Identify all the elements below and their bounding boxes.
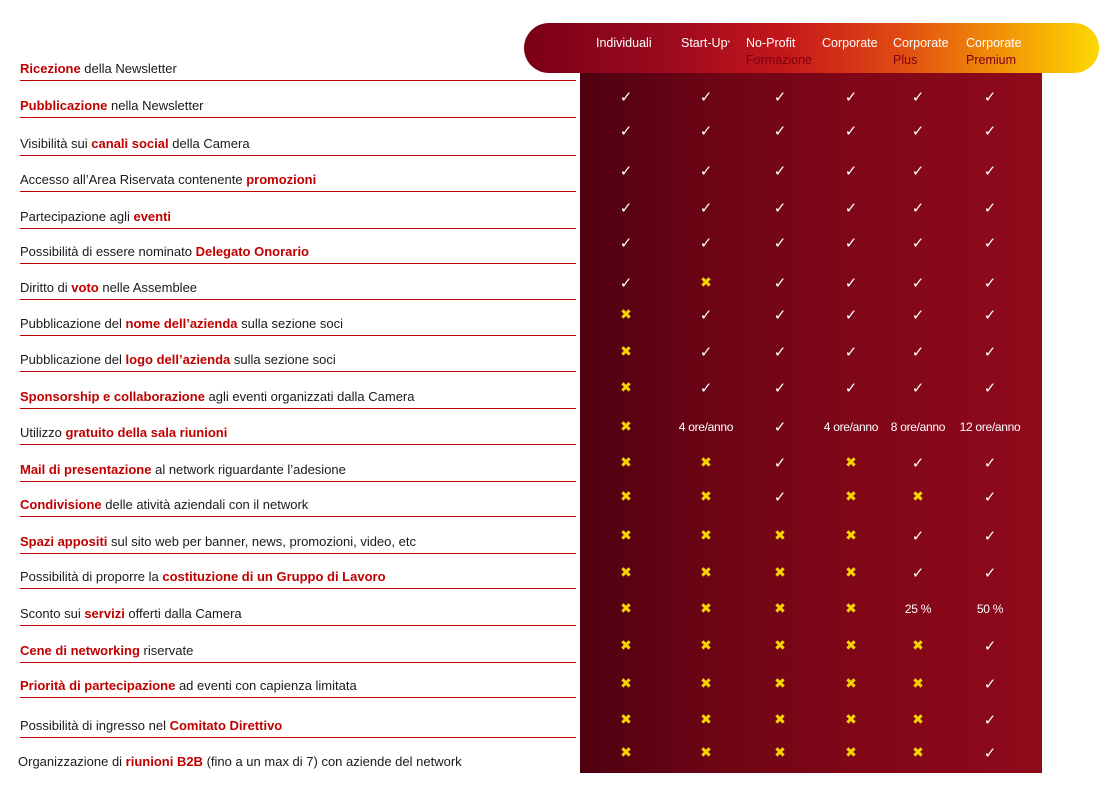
- check-icon: ✓: [911, 199, 925, 217]
- feature-row: [20, 229, 576, 264]
- check-icon: ✓: [699, 306, 713, 324]
- cross-icon: ✖: [700, 489, 712, 505]
- feature-label: [20, 425, 227, 440]
- check-icon: ✓: [619, 88, 633, 106]
- feature-label: [20, 718, 282, 733]
- check-icon: ✓: [773, 454, 787, 472]
- feature-highlight: voto: [71, 280, 99, 295]
- check-icon: ✓: [844, 122, 858, 140]
- feature-label-post: nella Newsletter: [107, 98, 204, 113]
- check-icon: ✓: [844, 162, 858, 180]
- feature-highlight: gratuito della sala riunioni: [65, 425, 228, 440]
- cross-icon: ✖: [774, 676, 786, 692]
- feature-label-pre: Sconto sui: [20, 606, 85, 621]
- check-icon: ✓: [773, 234, 787, 252]
- check-icon: ✓: [983, 527, 997, 545]
- feature-label: [20, 389, 414, 404]
- check-icon: ✓: [844, 306, 858, 324]
- feature-row: [20, 554, 576, 589]
- feature-highlight: promozioni: [246, 172, 317, 187]
- plan-name: Start-Up: [681, 36, 728, 50]
- plan-note-mark: *: [727, 40, 731, 47]
- cell-value: 8 ore/anno: [890, 420, 946, 434]
- feature-label: [20, 678, 357, 693]
- feature-highlight: costituzione di un Gruppo di Lavoro: [162, 569, 386, 584]
- check-icon: ✓: [983, 343, 997, 361]
- cross-icon: ✖: [845, 489, 857, 505]
- feature-label: [20, 462, 346, 477]
- plan-subname: Premium: [966, 53, 1017, 67]
- plan-header-3: [822, 35, 878, 52]
- feature-row: [20, 517, 576, 554]
- feature-label-pre: Visibilità sui: [20, 136, 92, 151]
- feature-row: [20, 626, 576, 663]
- feature-label: [20, 61, 177, 76]
- check-icon: ✓: [844, 199, 858, 217]
- check-icon: ✓: [699, 379, 713, 397]
- feature-highlight: servizi: [84, 606, 125, 621]
- feature-highlight: eventi: [133, 209, 172, 224]
- feature-row: [20, 118, 576, 156]
- cross-icon: ✖: [620, 489, 632, 505]
- cross-icon: ✖: [912, 489, 924, 505]
- check-icon: ✓: [773, 122, 787, 140]
- feature-row: [20, 482, 576, 517]
- cross-icon: ✖: [845, 601, 857, 617]
- feature-row: [20, 663, 576, 698]
- check-icon: ✓: [619, 162, 633, 180]
- cross-icon: ✖: [845, 712, 857, 728]
- feature-label-pre: Partecipazione agli: [20, 209, 134, 224]
- cross-icon: ✖: [774, 565, 786, 581]
- feature-highlight: Cene di networking: [20, 643, 140, 658]
- check-icon: ✓: [773, 343, 787, 361]
- check-icon: ✓: [699, 162, 713, 180]
- check-icon: ✓: [699, 234, 713, 252]
- cross-icon: ✖: [620, 676, 632, 692]
- cross-icon: ✖: [620, 380, 632, 396]
- check-icon: ✓: [983, 234, 997, 252]
- check-icon: ✓: [773, 379, 787, 397]
- feature-highlight: Priorità di partecipazione: [20, 678, 176, 693]
- feature-label: [20, 98, 204, 113]
- cross-icon: ✖: [700, 601, 712, 617]
- check-icon: ✓: [844, 234, 858, 252]
- feature-label-post: (fino a un max di 7) con aziende del network: [202, 754, 462, 769]
- feature-highlight: nome dell’azienda: [125, 316, 238, 331]
- cross-icon: ✖: [912, 676, 924, 692]
- check-icon: ✓: [983, 379, 997, 397]
- cross-icon: ✖: [700, 712, 712, 728]
- check-icon: ✓: [983, 162, 997, 180]
- check-icon: ✓: [699, 199, 713, 217]
- feature-label-post: ad eventi con capienza limitata: [175, 678, 357, 693]
- feature-row: [20, 300, 576, 336]
- plan-header-0: [596, 35, 652, 52]
- cross-icon: ✖: [700, 565, 712, 581]
- feature-label: [18, 754, 462, 769]
- cross-icon: ✖: [620, 455, 632, 471]
- check-icon: ✓: [844, 343, 858, 361]
- cross-icon: ✖: [912, 745, 924, 761]
- check-icon: ✓: [773, 274, 787, 292]
- feature-row: [20, 336, 576, 372]
- cross-icon: ✖: [620, 528, 632, 544]
- feature-label-post: delle atività aziendali con il network: [101, 497, 309, 512]
- cross-icon: ✖: [620, 419, 632, 435]
- feature-label-pre: Pubblicazione del: [20, 316, 126, 331]
- check-icon: ✓: [844, 379, 858, 397]
- cross-icon: ✖: [620, 745, 632, 761]
- cross-icon: ✖: [845, 528, 857, 544]
- check-icon: ✓: [983, 564, 997, 582]
- check-icon: ✓: [983, 274, 997, 292]
- feature-highlight: logo dell’azienda: [125, 352, 231, 367]
- check-icon: ✓: [983, 122, 997, 140]
- feature-highlight: Condivisione: [20, 497, 102, 512]
- feature-label-post: offerti dalla Camera: [124, 606, 242, 621]
- cell-value: 25 %: [904, 602, 932, 616]
- cross-icon: ✖: [700, 676, 712, 692]
- cross-icon: ✖: [774, 638, 786, 654]
- cross-icon: ✖: [912, 712, 924, 728]
- feature-row: [20, 409, 576, 445]
- check-icon: ✓: [911, 274, 925, 292]
- cross-icon: ✖: [912, 638, 924, 654]
- check-icon: ✓: [773, 88, 787, 106]
- feature-highlight: Spazi appositi: [20, 534, 108, 549]
- check-icon: ✓: [911, 527, 925, 545]
- plan-name: Corporate: [966, 36, 1022, 50]
- plan-name: Individuali: [596, 36, 652, 50]
- feature-highlight: Ricezione: [20, 61, 81, 76]
- cross-icon: ✖: [620, 601, 632, 617]
- cross-icon: ✖: [700, 745, 712, 761]
- feature-row: [20, 264, 576, 300]
- feature-label-pre: Accesso all’Area Riservata contenente: [20, 172, 247, 187]
- cell-value: 4 ore/anno: [678, 420, 734, 434]
- check-icon: ✓: [983, 306, 997, 324]
- feature-label: [20, 352, 336, 367]
- check-icon: ✓: [911, 306, 925, 324]
- feature-row: [20, 589, 576, 626]
- check-icon: ✓: [619, 234, 633, 252]
- plan-subname: Plus: [893, 53, 918, 67]
- feature-row: [20, 192, 576, 229]
- cross-icon: ✖: [620, 307, 632, 323]
- feature-highlight: Delegato Onorario: [195, 244, 310, 259]
- feature-label-pre: Possibilità di ingresso nel: [20, 718, 170, 733]
- feature-label: [20, 280, 197, 295]
- feature-label: [20, 172, 316, 187]
- check-icon: ✓: [699, 88, 713, 106]
- feature-label-pre: Organizzazione di: [18, 754, 126, 769]
- feature-highlight: Mail di presentazione: [20, 462, 152, 477]
- feature-label: [20, 606, 242, 621]
- check-icon: ✓: [911, 564, 925, 582]
- check-icon: ✓: [773, 418, 787, 436]
- check-icon: ✓: [911, 88, 925, 106]
- check-icon: ✓: [983, 488, 997, 506]
- feature-label-pre: Possibilità di essere nominato: [20, 244, 196, 259]
- feature-label-post: sulla sezione soci: [237, 316, 344, 331]
- feature-label: [20, 569, 386, 584]
- check-icon: ✓: [983, 199, 997, 217]
- check-icon: ✓: [911, 343, 925, 361]
- feature-label: [20, 136, 250, 151]
- feature-label-post: agli eventi organizzati dalla Camera: [204, 389, 415, 404]
- feature-label: [20, 497, 308, 512]
- feature-label: [20, 209, 171, 224]
- check-icon: ✓: [619, 199, 633, 217]
- cross-icon: ✖: [620, 712, 632, 728]
- check-icon: ✓: [911, 122, 925, 140]
- plan-header-4: [893, 35, 949, 69]
- feature-label-pre: Diritto di: [20, 280, 72, 295]
- cell-value: 50 %: [976, 602, 1004, 616]
- check-icon: ✓: [773, 162, 787, 180]
- feature-label-pre: Pubblicazione del: [20, 352, 126, 367]
- plan-header-2: [746, 35, 812, 69]
- check-icon: ✓: [773, 488, 787, 506]
- cross-icon: ✖: [845, 455, 857, 471]
- feature-row: [20, 372, 576, 409]
- cross-icon: ✖: [700, 275, 712, 291]
- plan-header-1: [681, 35, 730, 52]
- cross-icon: ✖: [774, 528, 786, 544]
- cross-icon: ✖: [774, 601, 786, 617]
- feature-label-pre: Utilizzo: [20, 425, 66, 440]
- cross-icon: ✖: [845, 745, 857, 761]
- plan-name: No-Profit: [746, 36, 796, 50]
- check-icon: ✓: [773, 199, 787, 217]
- feature-row: [20, 445, 576, 482]
- cross-icon: ✖: [620, 638, 632, 654]
- feature-row: [20, 81, 576, 118]
- cross-icon: ✖: [774, 712, 786, 728]
- feature-label: [20, 643, 193, 658]
- check-icon: ✓: [983, 744, 997, 762]
- check-icon: ✓: [844, 274, 858, 292]
- check-icon: ✓: [844, 88, 858, 106]
- feature-label-post: nelle Assemblee: [98, 280, 198, 295]
- check-icon: ✓: [699, 122, 713, 140]
- cross-icon: ✖: [620, 565, 632, 581]
- check-icon: ✓: [983, 88, 997, 106]
- cross-icon: ✖: [700, 638, 712, 654]
- feature-highlight: Comitato Direttivo: [169, 718, 283, 733]
- cross-icon: ✖: [700, 455, 712, 471]
- cross-icon: ✖: [845, 676, 857, 692]
- feature-label-post: sulla sezione soci: [230, 352, 336, 367]
- feature-label-post: sul sito web per banner, news, promozioni, video, etc: [107, 534, 416, 549]
- feature-label-post: al network riguardante l’adesione: [151, 462, 346, 477]
- cell-value: 4 ore/anno: [823, 420, 879, 434]
- feature-row: [18, 738, 574, 773]
- feature-label-post: riservate: [139, 643, 194, 658]
- feature-label: [20, 244, 309, 259]
- check-icon: ✓: [619, 274, 633, 292]
- cell-value: 12 ore/anno: [959, 420, 1021, 434]
- check-icon: ✓: [619, 122, 633, 140]
- cross-icon: ✖: [774, 745, 786, 761]
- check-icon: ✓: [983, 675, 997, 693]
- plan-header-5: [966, 35, 1022, 69]
- feature-label-pre: Possibilità di proporre la: [20, 569, 163, 584]
- cross-icon: ✖: [700, 528, 712, 544]
- feature-highlight: riunioni B2B: [125, 754, 203, 769]
- check-icon: ✓: [911, 454, 925, 472]
- check-icon: ✓: [911, 379, 925, 397]
- check-icon: ✓: [699, 343, 713, 361]
- cross-icon: ✖: [845, 638, 857, 654]
- feature-row: [20, 698, 576, 738]
- feature-label-post: della Newsletter: [80, 61, 177, 76]
- feature-row: [20, 53, 576, 81]
- feature-highlight: canali social: [91, 136, 169, 151]
- plan-name: Corporate: [893, 36, 949, 50]
- feature-label-post: della Camera: [168, 136, 250, 151]
- cross-icon: ✖: [620, 344, 632, 360]
- feature-highlight: Pubblicazione: [20, 98, 108, 113]
- feature-label: [20, 534, 416, 549]
- plan-name: Corporate: [822, 36, 878, 50]
- check-icon: ✓: [911, 234, 925, 252]
- check-icon: ✓: [911, 162, 925, 180]
- check-icon: ✓: [773, 306, 787, 324]
- feature-highlight: Sponsorship e collaborazione: [20, 389, 205, 404]
- feature-label: [20, 316, 343, 331]
- cross-icon: ✖: [845, 565, 857, 581]
- check-icon: ✓: [983, 454, 997, 472]
- check-icon: ✓: [983, 637, 997, 655]
- plan-subname: Formazione: [746, 53, 812, 67]
- feature-row: [20, 156, 576, 192]
- check-icon: ✓: [983, 711, 997, 729]
